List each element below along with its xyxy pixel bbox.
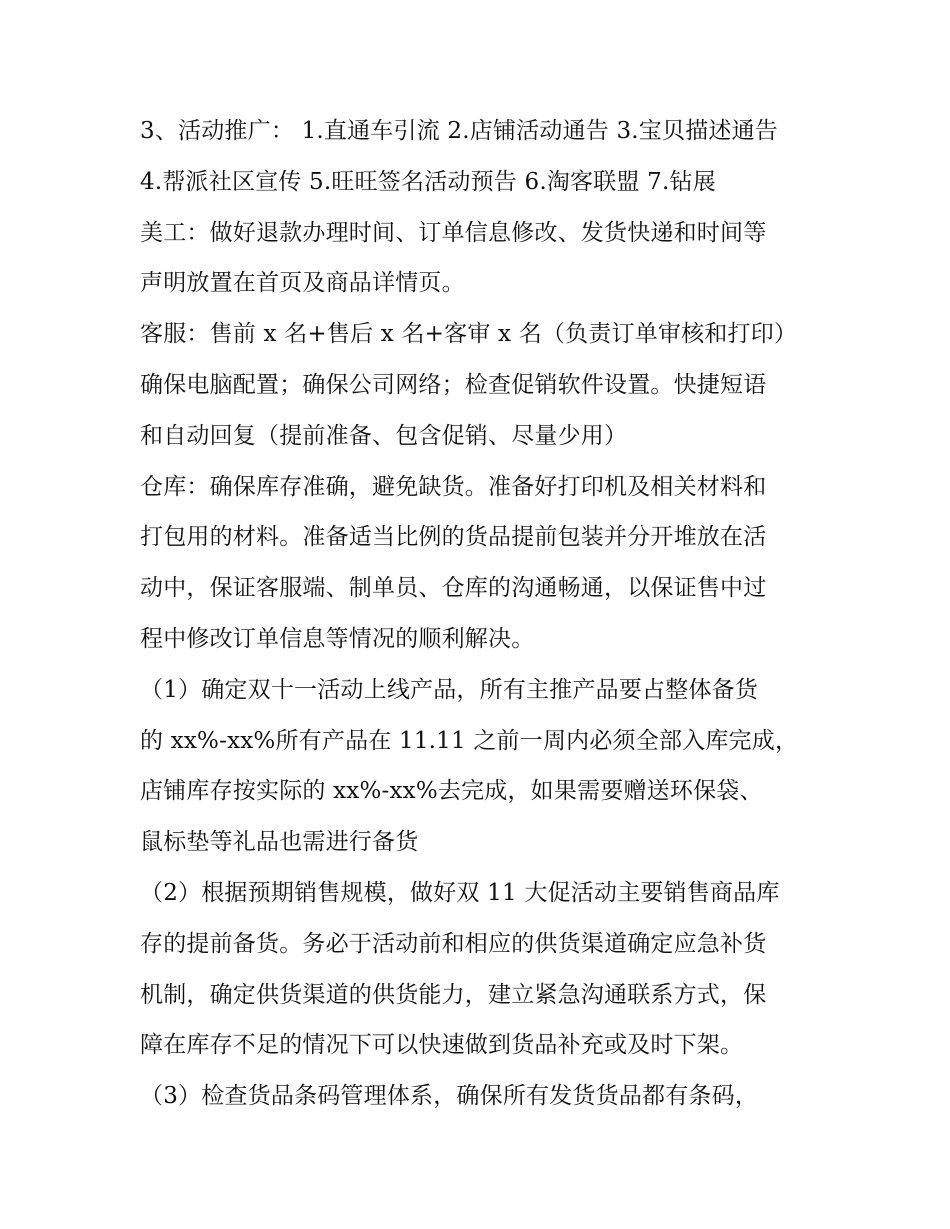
text-line: 存的提前备货。务必于活动前和相应的供货渠道确定应急补货 (140, 930, 767, 957)
text-line: 障在库存不足的情况下可以快速做到货品补充或及时下架。 (140, 1032, 744, 1059)
document-body (140, 106, 820, 1122)
text-line: （3）检查货品条码管理体系，确保所有发货货品都有条码， (140, 1083, 759, 1110)
text-line: 动中，保证客服端、制单员、仓库的沟通畅通，以保证售中过 (140, 575, 767, 602)
text-line: 客服：售前 x 名+售后 x 名+客审 x 名（负责订单审核和打印） (140, 321, 798, 348)
text-line: （2）根据预期销售规模，做好双 11 大促活动主要销售商品库 (140, 879, 780, 906)
text-line: 和自动回复（提前准备、包含促销、尽量少用） (140, 422, 628, 449)
text-line: 打包用的材料。准备适当比例的货品提前包装并分开堆放在活 (140, 524, 767, 551)
text-line: 仓库：确保库存准确，避免缺货。准备好打印机及相关材料和 (140, 473, 767, 500)
text-line: 的 xx%-xx%所有产品在 11.11 之前一周内必须全部入库完成， (140, 727, 799, 754)
text-line: 美工：做好退款办理时间、订单信息修改、发货快递和时间等 (140, 219, 767, 246)
text-line: 店铺库存按实际的 xx%-xx%去完成，如果需要赠送环保袋、 (140, 778, 763, 805)
text-line: 4.帮派社区宣传 5.旺旺签名活动预告 6.淘客联盟 7.钻展 (140, 168, 716, 195)
text-line: 3、活动推广： 1.直通车引流 2.店铺活动通告 3.宝贝描述通告 (140, 118, 778, 144)
text-line: （1）确定双十一活动上线产品，所有主推产品要占整体备货 (140, 676, 759, 703)
text-line: 鼠标垫等礼品也需进行备货 (140, 829, 419, 856)
text-line: 声明放置在首页及商品详情页。 (140, 270, 465, 297)
text-line: 程中修改订单信息等情况的顺利解决。 (140, 625, 535, 652)
text-line: 机制，确定供货渠道的供货能力，建立紧急沟通联系方式，保 (140, 981, 767, 1008)
text-line: 确保电脑配置；确保公司网络；检查促销软件设置。快捷短语 (140, 371, 767, 398)
